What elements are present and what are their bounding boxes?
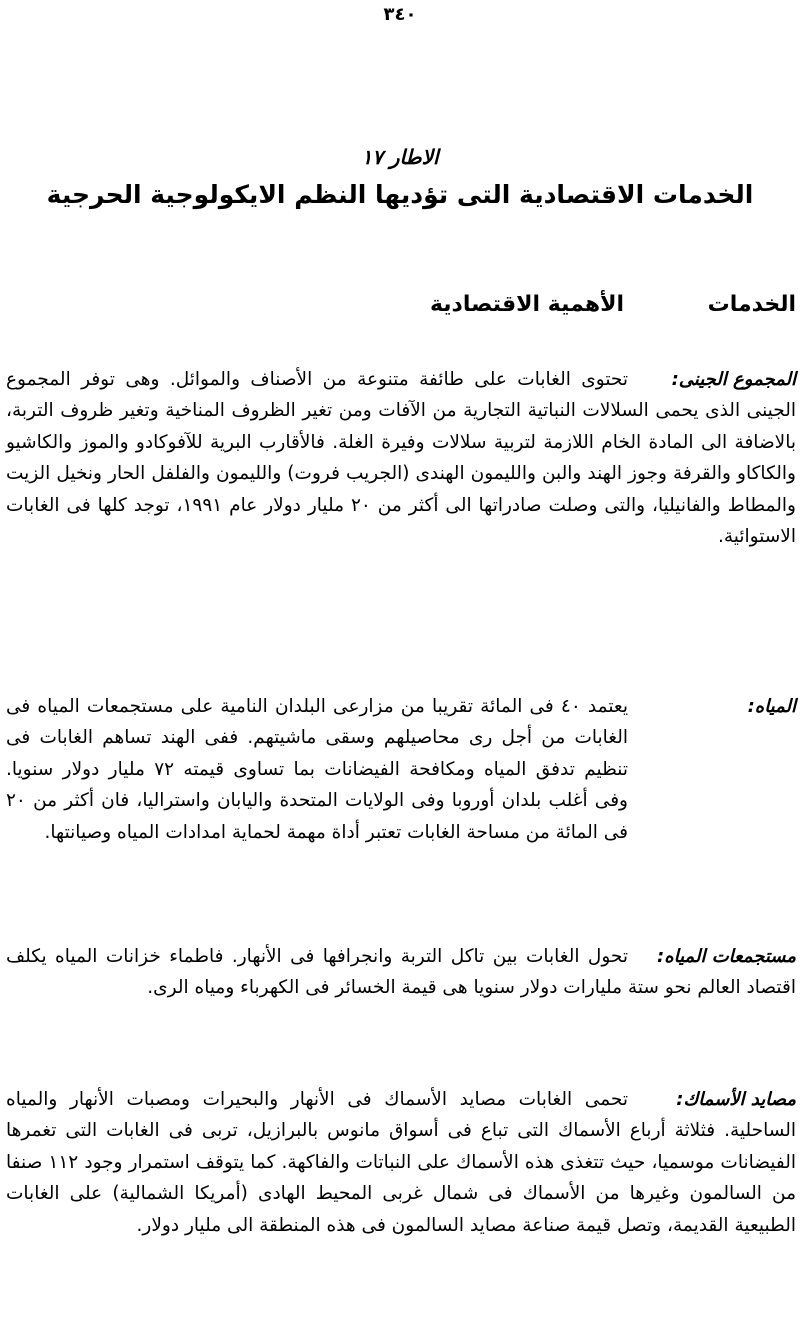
- document-title: الخدمات الاقتصادية التى تؤديها النظم الايكولوجية الحرجية: [46, 180, 754, 209]
- page-number: ٣٤٠: [383, 4, 417, 25]
- entry-text: تحتوى الغابات على طائفة متنوعة من الأصناف والموائل. وهى توفر المجموع الجينى الذى يحمى السلالات النباتية التجارية من الآفات ومن تغير الظروف المناخية وتغير ظروف التربة، بالاضافة الى المادة الخام اللازمة لتربية سلالات وفيرة الغلة. فالأقارب البرية للآفوكادو والموز والكاشيو والكاكاو والقرفة وجوز الهند والبن والليمون الهندى (الجريب فروت) والليمون والفلفل الحار ونخيل الزيت والمطاط والفانيليا، والتى وصلت صادراتها الى أكثر من ٢٠ مليار دولار عام ١٩٩١، توجد كلها فى الغابات الاستوائية.: [6, 369, 796, 548]
- column-header-services: الخدمات: [707, 292, 796, 317]
- entry-gene-pool: [4, 364, 796, 552]
- entry-term: مصايد الأسماك:: [676, 1089, 796, 1110]
- column-header-economic-importance: الأهمية الاقتصادية: [429, 292, 624, 317]
- entry-term: المياه:: [747, 696, 796, 717]
- entry-text: تحمى الغابات مصايد الأسماك فى الأنهار والبحيرات ومصبات الأنهار والمياه الساحلية. فثلاثة أرباع الأسماك التى تباع فى أسواق مانوس بالبرازيل، تربى فى الغابات التى تغمرها الفيضانات موسميا، حيث تتغذى هذه الأسماك على النباتات والفاكهة. كما يتوقف استمرار وجود ١١٢ صنفا من السالمون وغيرها من الأسماك فى شمال غربى المحيط الهادى (أمريكا الشمالية) على الغابات الطبيعية القديمة، وتصل قيمة صناعة مصايد السالمون فى هذه المنطقة الى مليار دولار.: [6, 1089, 797, 1236]
- entry-text: يعتمد ٤٠ فى المائة تقريبا من مزارعى البلدان النامية على مستجمعات المياه فى الغابات من أجل رى محاصيلهم وسقى ماشيتهم. ففى الهند تساهم الغابات فى تنظيم تدفق المياه ومكافحة الفيضانات بما تساوى قيمته ٧٢ مليار دولار سنويا. وفى أغلب بلدان أوروبا وفى الولايات المتحدة واليابان واستراليا، فان أكثر من ٢٠ فى المائة من مساحة الغابات تعتبر أداة مهمة لحماية امدادات المياه وصيانتها.: [6, 696, 628, 843]
- entry-watersheds: [4, 941, 796, 1004]
- box-label: الاطار ١٧: [361, 145, 439, 169]
- entry-term: المجموع الجينى:: [671, 369, 796, 390]
- entry-text: تحول الغابات بين تاكل التربة وانجرافها فى الأنهار. فاطماء خزانات المياه يكلف اقتصاد العالم نحو ستة مليارات دولار سنويا هى قيمة الخسائر فى الكهرباء ومياه الرى.: [6, 946, 796, 999]
- entry-term: مستجمعات المياه:: [657, 946, 796, 967]
- entry-water: [4, 691, 796, 848]
- entry-fisheries: [4, 1084, 796, 1241]
